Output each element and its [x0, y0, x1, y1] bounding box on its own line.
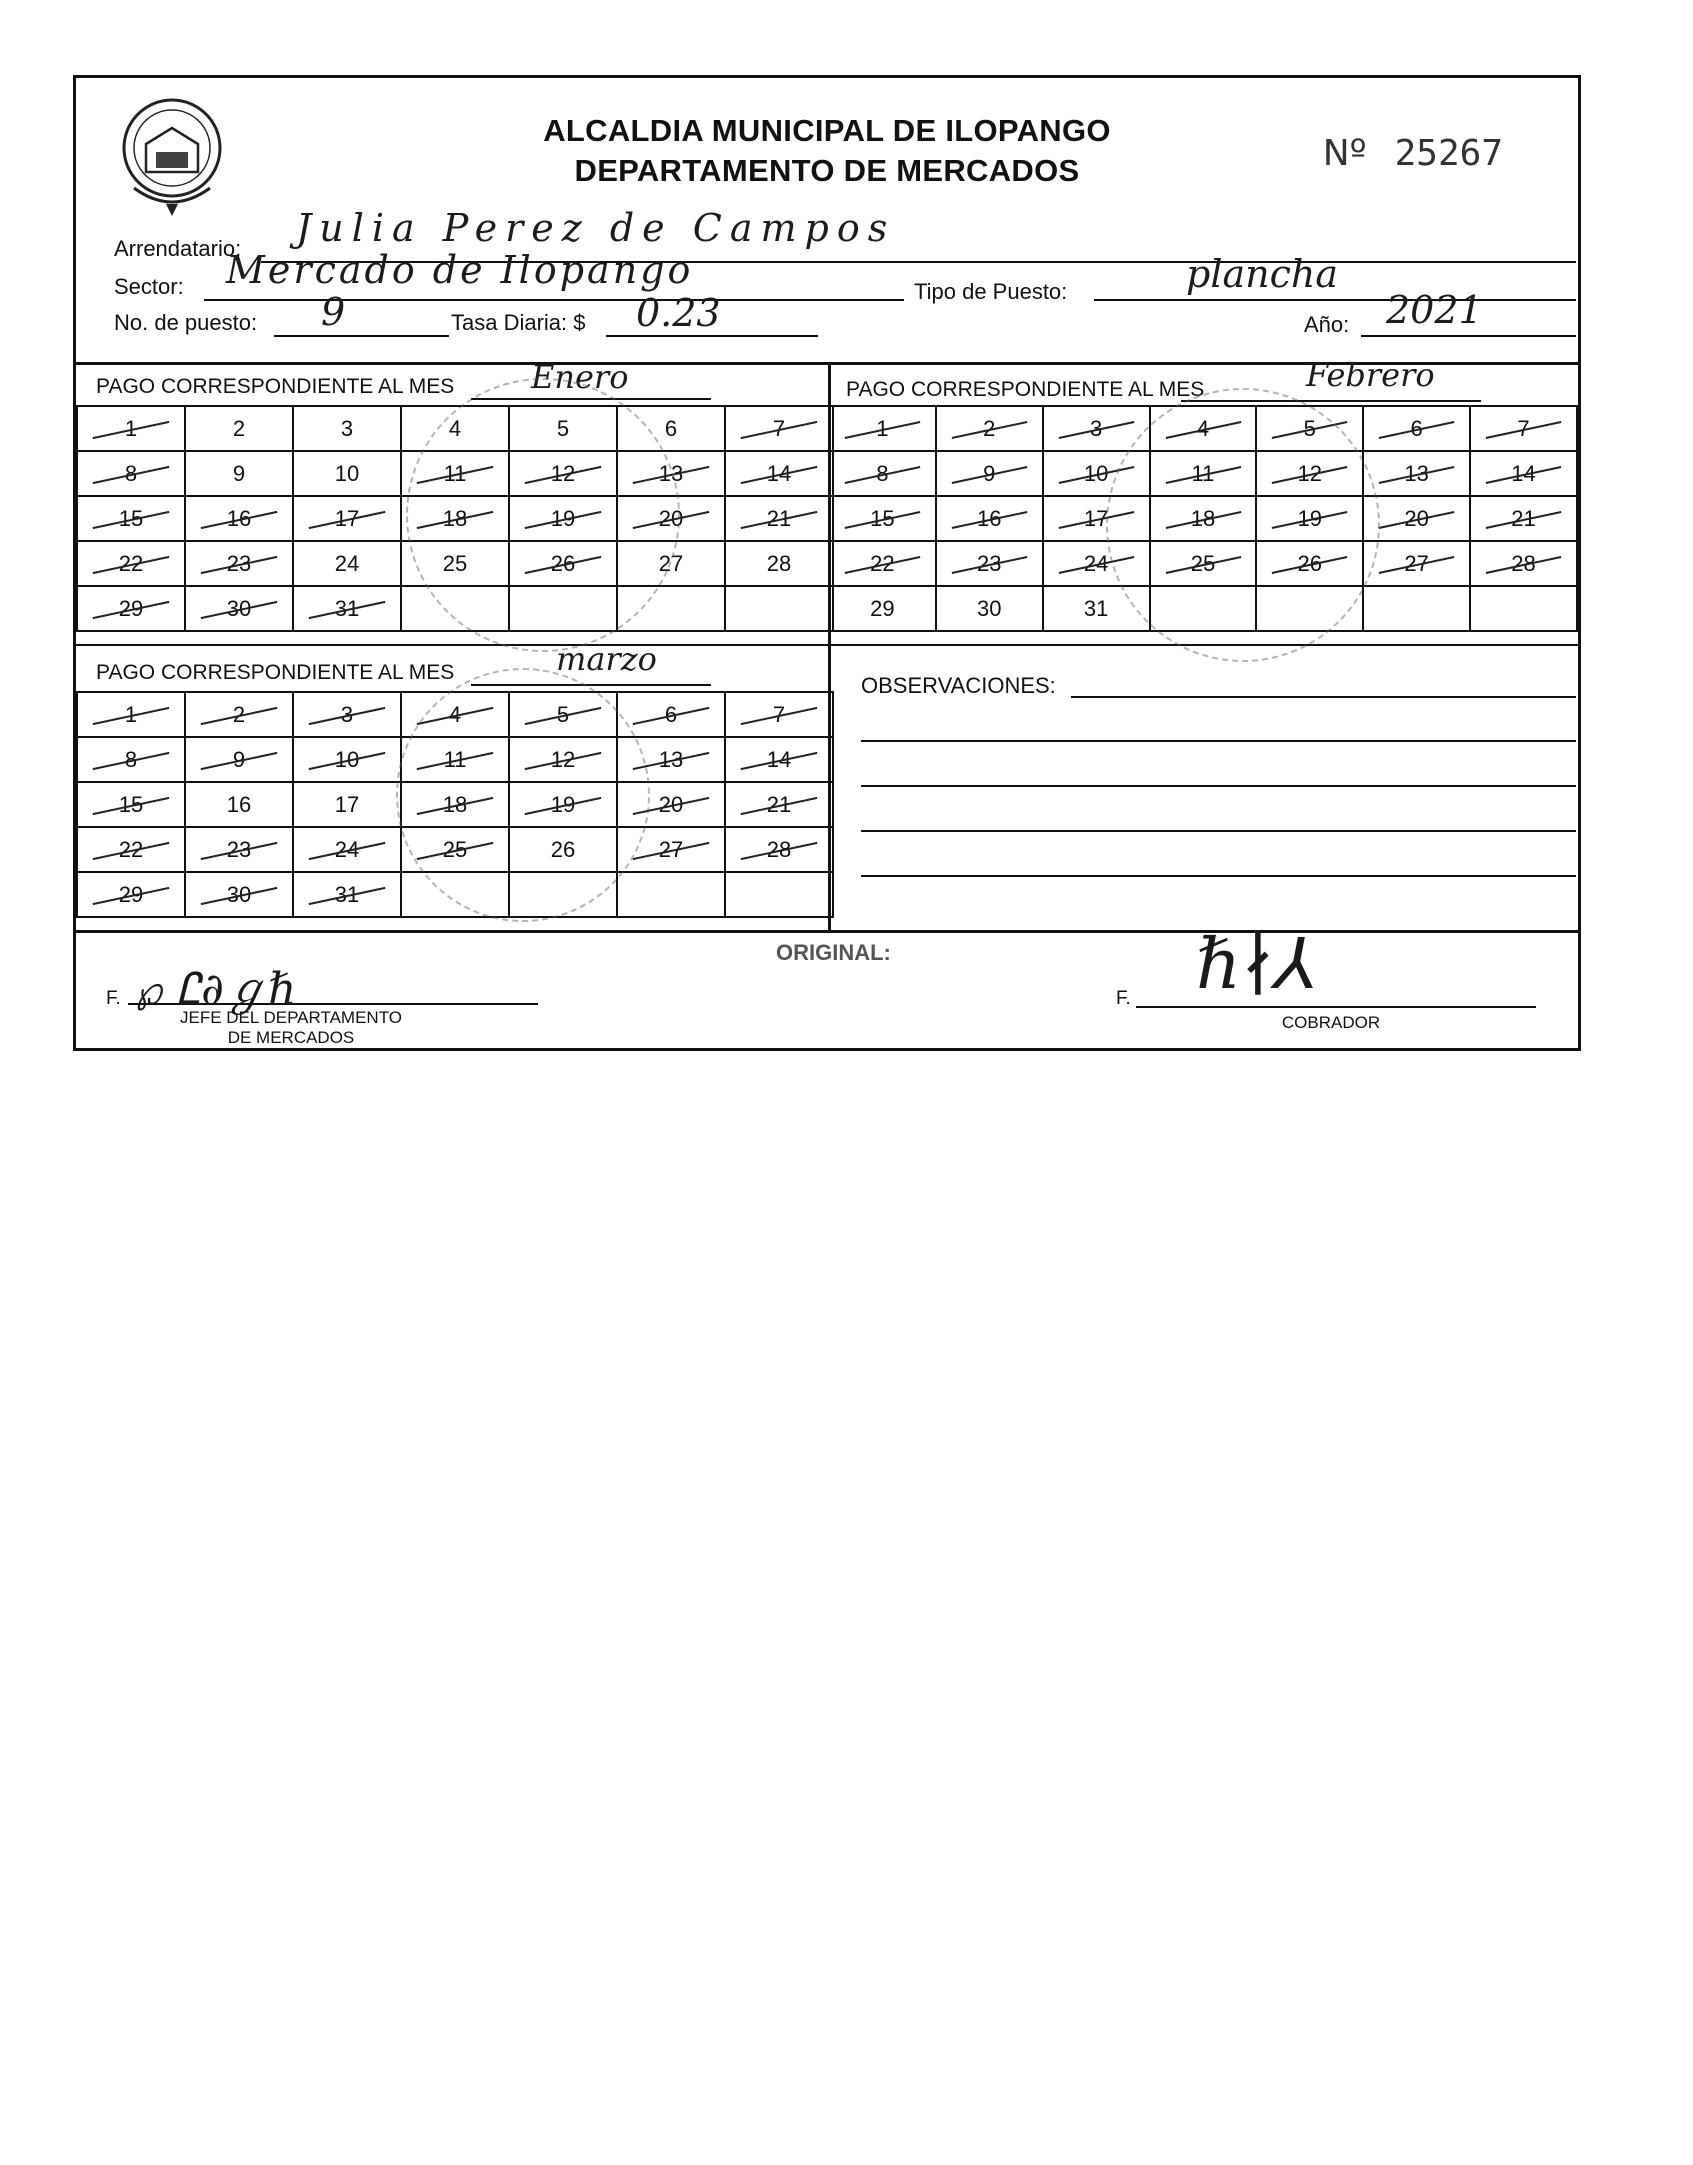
observaciones-line-5[interactable]	[861, 875, 1576, 877]
day-cell[interactable]: 25	[401, 827, 509, 872]
day-cell[interactable]: 30	[936, 586, 1043, 631]
grid-row	[77, 872, 833, 917]
grid-row	[829, 496, 1577, 541]
day-cell[interactable]: 25	[1150, 541, 1257, 586]
day-cell[interactable]: 20	[617, 782, 725, 827]
day-cell[interactable]: 16	[936, 496, 1043, 541]
day-cell[interactable]: 19	[1256, 496, 1363, 541]
sector-line	[204, 299, 904, 301]
day-cell[interactable]: 21	[725, 782, 833, 827]
day-cell[interactable]: 8	[77, 737, 185, 782]
grid-row	[829, 586, 1577, 631]
day-cell[interactable]: 3	[293, 692, 401, 737]
month1-line	[471, 398, 711, 400]
anio-value[interactable]: 2021	[1386, 288, 1483, 332]
original-label: ORIGINAL:	[776, 940, 891, 965]
day-cell[interactable]: 24	[293, 541, 401, 586]
day-cell[interactable]: 27	[617, 541, 725, 586]
empty-cell	[617, 586, 725, 631]
left-signature-scrawl-icon: ℘ Ꮭ∂ℊℏ	[136, 964, 297, 1015]
right-signature-scrawl-icon: ℏ∤⅄	[1196, 923, 1318, 1005]
department-title: DEPARTAMENTO DE MERCADOS	[574, 153, 1080, 188]
month2-day-grid	[828, 405, 1578, 632]
day-cell[interactable]: 20	[1363, 496, 1470, 541]
day-cell[interactable]: 10	[293, 451, 401, 496]
day-cell[interactable]: 19	[509, 496, 617, 541]
grid-row	[77, 586, 833, 631]
left-signature-caption	[166, 1008, 416, 1047]
number-label: Nº	[1322, 133, 1367, 174]
observaciones-line-4[interactable]	[861, 830, 1576, 832]
day-cell[interactable]: 11	[1150, 451, 1257, 496]
day-cell[interactable]: 26	[509, 541, 617, 586]
empty-cell	[1256, 586, 1363, 631]
day-cell[interactable]: 27	[617, 827, 725, 872]
puesto-label: No. de puesto:	[114, 310, 258, 335]
day-cell[interactable]: 3	[1043, 406, 1150, 451]
day-cell[interactable]: 4	[401, 692, 509, 737]
grid-row	[829, 406, 1577, 451]
day-cell[interactable]: 9	[936, 451, 1043, 496]
grid-row	[77, 827, 833, 872]
day-cell[interactable]: 6	[1363, 406, 1470, 451]
day-cell[interactable]: 5	[509, 406, 617, 451]
day-cell[interactable]: 14	[1470, 451, 1577, 496]
month2-label: PAGO CORRESPONDIENTE AL MES	[846, 378, 1205, 401]
tasa-value[interactable]: 0.23	[636, 291, 721, 335]
day-cell[interactable]: 28	[1470, 541, 1577, 586]
day-cell[interactable]: 1	[77, 692, 185, 737]
day-cell[interactable]: 19	[509, 782, 617, 827]
anio-line	[1361, 335, 1576, 337]
sector-value[interactable]: Mercado de Ilopango	[226, 248, 694, 292]
day-cell[interactable]: 15	[829, 496, 936, 541]
day-cell[interactable]: 17	[293, 496, 401, 541]
day-cell[interactable]: 2	[185, 692, 293, 737]
day-cell[interactable]: 4	[401, 406, 509, 451]
empty-cell	[725, 872, 833, 917]
day-cell[interactable]: 18	[401, 496, 509, 541]
day-cell[interactable]: 13	[617, 451, 725, 496]
day-cell[interactable]: 30	[185, 872, 293, 917]
day-cell[interactable]: 14	[725, 737, 833, 782]
grid-row	[77, 737, 833, 782]
office-title: ALCALDIA MUNICIPAL DE ILOPANGO	[543, 113, 1111, 148]
day-cell[interactable]: 4	[1150, 406, 1257, 451]
number-value: 25267	[1394, 133, 1503, 174]
day-cell[interactable]: 15	[77, 782, 185, 827]
month2-name[interactable]: Febrero	[1306, 356, 1435, 394]
day-cell[interactable]: 24	[1043, 541, 1150, 586]
day-cell[interactable]: 12	[509, 451, 617, 496]
day-cell[interactable]: 17	[1043, 496, 1150, 541]
day-cell[interactable]: 2	[936, 406, 1043, 451]
day-cell[interactable]: 8	[829, 451, 936, 496]
day-cell[interactable]: 1	[77, 406, 185, 451]
day-cell[interactable]: 12	[509, 737, 617, 782]
day-cell[interactable]: 25	[401, 541, 509, 586]
empty-cell	[401, 586, 509, 631]
empty-cell	[401, 872, 509, 917]
document-number	[1323, 133, 1503, 174]
day-cell[interactable]: 13	[617, 737, 725, 782]
empty-cell	[509, 586, 617, 631]
month1-label: PAGO CORRESPONDIENTE AL MES	[96, 375, 455, 398]
day-cell[interactable]: 8	[77, 451, 185, 496]
day-cell[interactable]: 21	[1470, 496, 1577, 541]
sector-label: Sector:	[114, 274, 184, 299]
feb-obs-divider	[828, 644, 1578, 646]
day-cell[interactable]: 16	[185, 782, 293, 827]
month2-line	[1181, 400, 1481, 402]
empty-cell	[1363, 586, 1470, 631]
grid-row	[77, 541, 833, 586]
day-cell[interactable]: 10	[293, 737, 401, 782]
empty-cell	[509, 872, 617, 917]
day-cell[interactable]: 31	[293, 586, 401, 631]
grid-row	[829, 541, 1577, 586]
day-cell[interactable]: 22	[77, 541, 185, 586]
day-cell[interactable]: 2	[185, 406, 293, 451]
tipo-value[interactable]: plancha	[1186, 252, 1339, 296]
day-cell[interactable]: 17	[293, 782, 401, 827]
tasa-label: Tasa Diaria: $	[451, 310, 586, 335]
section-divider-bottom	[76, 930, 1578, 933]
observaciones-label: OBSERVACIONES:	[861, 673, 1056, 698]
empty-cell	[1470, 586, 1577, 631]
jan-mar-divider	[76, 644, 828, 646]
tipo-label: Tipo de Puesto:	[914, 279, 1068, 304]
grid-row	[77, 451, 833, 496]
month1-day-grid	[76, 405, 834, 632]
tasa-line	[606, 335, 818, 337]
empty-cell	[617, 872, 725, 917]
day-cell[interactable]: 29	[77, 872, 185, 917]
day-cell[interactable]: 14	[725, 451, 833, 496]
tipo-line	[1094, 299, 1576, 301]
day-cell[interactable]: 21	[725, 496, 833, 541]
month1-name[interactable]: Enero	[531, 358, 629, 396]
day-cell[interactable]: 28	[725, 827, 833, 872]
observaciones-line-1[interactable]	[1071, 696, 1576, 698]
day-cell[interactable]: 7	[1470, 406, 1577, 451]
day-cell[interactable]: 5	[1256, 406, 1363, 451]
day-cell[interactable]: 23	[185, 827, 293, 872]
day-cell[interactable]: 10	[1043, 451, 1150, 496]
day-cell[interactable]: 18	[401, 782, 509, 827]
day-cell[interactable]: 23	[185, 541, 293, 586]
month3-line	[471, 684, 711, 686]
day-cell[interactable]: 28	[725, 541, 833, 586]
day-cell[interactable]: 22	[829, 541, 936, 586]
day-cell[interactable]: 16	[185, 496, 293, 541]
puesto-value[interactable]: 9	[321, 290, 346, 334]
left-caption-line1: JEFE DEL DEPARTAMENTO	[180, 1008, 402, 1027]
month3-label: PAGO CORRESPONDIENTE AL MES	[96, 661, 455, 684]
empty-cell	[725, 586, 833, 631]
anio-label: Año:	[1304, 312, 1350, 337]
left-f-label: F.	[106, 988, 121, 1009]
right-caption: COBRADOR	[1281, 1013, 1381, 1032]
day-cell[interactable]: 7	[725, 692, 833, 737]
observaciones-line-2[interactable]	[861, 740, 1576, 742]
day-cell[interactable]: 9	[185, 451, 293, 496]
empty-cell	[1150, 586, 1257, 631]
day-cell[interactable]: 1	[829, 406, 936, 451]
left-caption-line2: DE MERCADOS	[227, 1027, 355, 1047]
day-cell[interactable]: 3	[293, 406, 401, 451]
day-cell[interactable]: 20	[617, 496, 725, 541]
day-cell[interactable]: 26	[509, 827, 617, 872]
day-cell[interactable]: 9	[185, 737, 293, 782]
right-signature-line	[1136, 1006, 1536, 1008]
day-cell[interactable]: 7	[725, 406, 833, 451]
day-cell[interactable]: 11	[401, 451, 509, 496]
day-cell[interactable]: 11	[401, 737, 509, 782]
month3-name[interactable]: marzo	[556, 640, 657, 678]
market-payment-card	[73, 75, 1581, 1051]
day-cell[interactable]: 12	[1256, 451, 1363, 496]
day-cell[interactable]: 22	[77, 827, 185, 872]
day-cell[interactable]: 23	[936, 541, 1043, 586]
month3-day-grid	[76, 691, 834, 918]
day-cell[interactable]: 31	[293, 872, 401, 917]
day-cell[interactable]: 30	[185, 586, 293, 631]
grid-row	[829, 451, 1577, 496]
day-cell[interactable]: 29	[77, 586, 185, 631]
puesto-line	[274, 335, 449, 337]
grid-row	[77, 782, 833, 827]
day-cell[interactable]: 27	[1363, 541, 1470, 586]
arrendatario-value[interactable]: Julia Perez de Campos	[296, 206, 896, 250]
day-cell[interactable]: 15	[77, 496, 185, 541]
day-cell[interactable]: 26	[1256, 541, 1363, 586]
right-f-label: F.	[1116, 988, 1131, 1009]
day-cell[interactable]: 29	[829, 586, 936, 631]
day-cell[interactable]: 5	[509, 692, 617, 737]
day-cell[interactable]: 18	[1150, 496, 1257, 541]
day-cell[interactable]: 13	[1363, 451, 1470, 496]
grid-row	[77, 496, 833, 541]
day-cell[interactable]: 6	[617, 692, 725, 737]
grid-row	[77, 406, 833, 451]
day-cell[interactable]: 24	[293, 827, 401, 872]
day-cell[interactable]: 6	[617, 406, 725, 451]
observaciones-line-3[interactable]	[861, 785, 1576, 787]
day-cell[interactable]: 31	[1043, 586, 1150, 631]
arrendatario-label: Arrendatario:	[114, 236, 242, 261]
grid-row	[77, 692, 833, 737]
